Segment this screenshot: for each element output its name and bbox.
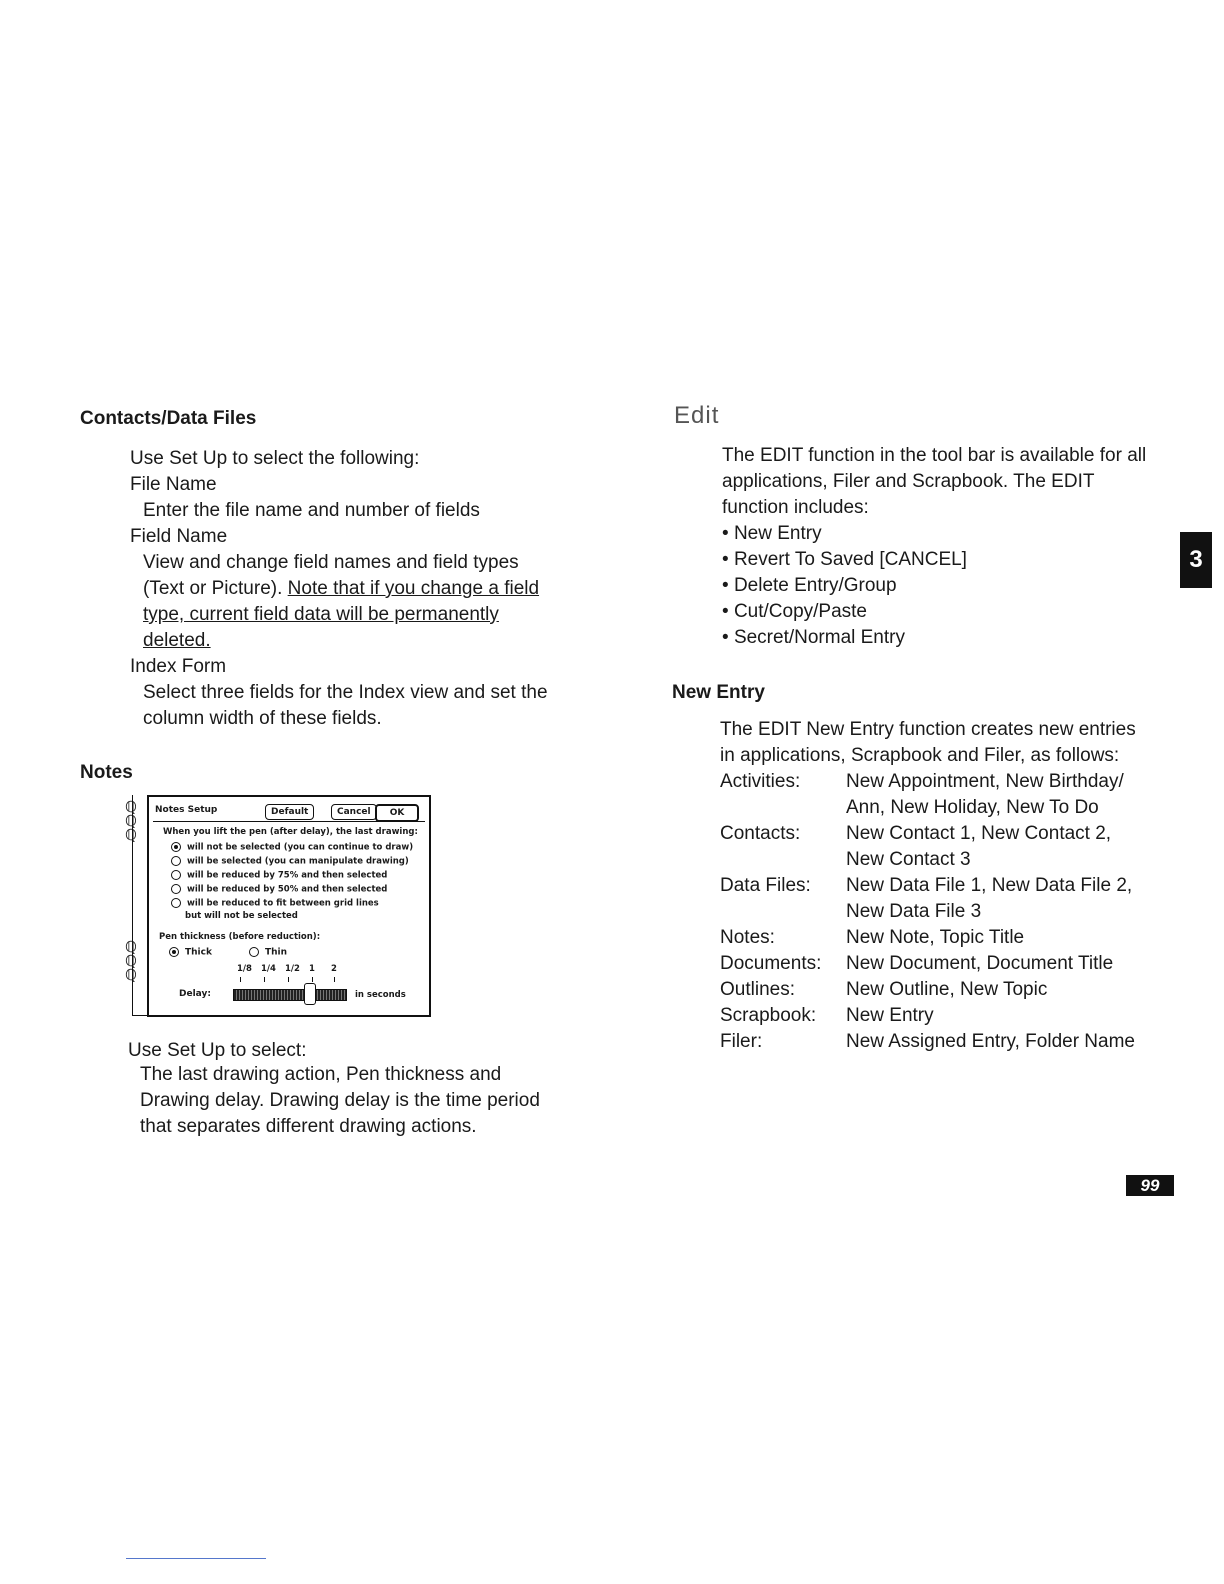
entry-value: New Data File 3: [846, 901, 982, 922]
binder-rings-top: ℚ ℚ ℚ: [125, 798, 137, 844]
notes-body-line: that separates different drawing actions.: [140, 1116, 477, 1137]
setup-option-text: column width of these fields.: [143, 708, 382, 729]
entry-value: New Contact 1, New Contact 2,: [846, 823, 1112, 844]
entry-row: [720, 1029, 1180, 1055]
delay-tick-mark: [240, 977, 241, 982]
setup-option: [130, 524, 548, 550]
entry-value: New Data File 1, New Data File 2,: [846, 875, 1133, 896]
radio-button[interactable]: [171, 898, 181, 908]
entry-key: Notes:: [720, 927, 775, 948]
edit-bullet: [722, 547, 967, 573]
entry-row: [720, 821, 1180, 847]
footer-rule: [126, 1558, 266, 1559]
drawing-option-label: will not be selected (you can continue to draw): [187, 842, 414, 853]
edit-bullets: [722, 521, 967, 651]
pen-thickness-label: Pen thickness (before reduction):: [159, 932, 321, 942]
edit-intro-line: The EDIT function in the tool bar is available for all: [722, 445, 1147, 466]
drawing-option-label: will be reduced to fit between grid lines: [187, 898, 379, 909]
bullet-icon: •: [722, 627, 734, 648]
entry-value: Ann, New Holiday, New To Do: [846, 797, 1099, 818]
delay-slider-track[interactable]: [233, 989, 347, 1001]
delay-tick-label: 1/2: [285, 964, 300, 974]
setup-option-detail: [130, 576, 548, 602]
setup-option-text: View and change field names and field types: [143, 552, 519, 573]
entry-row: [720, 951, 1180, 977]
option-continuation: but will not be selected: [185, 911, 298, 921]
dialog-title: Notes Setup: [155, 805, 218, 815]
notes-body-line: Drawing delay. Drawing delay is the time period: [140, 1090, 540, 1111]
setup-option-detail: [130, 498, 548, 524]
entry-key: Outlines:: [720, 979, 795, 1000]
new-entry-intro: [720, 717, 1136, 769]
default-button[interactable]: Default: [265, 804, 314, 820]
entry-row: [720, 925, 1180, 951]
delay-tick-mark: [264, 977, 265, 982]
setup-option-text: Enter the file name and number of fields: [143, 500, 480, 521]
pen-thick-label: Thick: [185, 947, 212, 958]
entry-value: New Document, Document Title: [846, 953, 1114, 974]
setup-option-detail: [130, 550, 548, 576]
drawing-option[interactable]: [171, 898, 379, 909]
bullet-icon: •: [722, 601, 734, 622]
drawing-option[interactable]: [171, 856, 409, 867]
setup-option-detail: [130, 602, 548, 628]
pen-thin-label: Thin: [265, 947, 288, 958]
delay-tick-mark: [334, 977, 335, 982]
entry-row-cont: [720, 795, 1180, 821]
entry-key: Contacts:: [720, 823, 801, 844]
edit-intro-line: applications, Filer and Scrapbook. The EDIT: [722, 471, 1095, 492]
entry-key: Filer:: [720, 1031, 763, 1052]
bullet-icon: •: [722, 523, 734, 544]
notes-setup-description: [140, 1062, 540, 1140]
cancel-button[interactable]: Cancel: [331, 804, 377, 820]
drawing-option-label: will be reduced by 75% and then selected: [187, 870, 388, 881]
entry-row: [720, 977, 1180, 1003]
entry-key: Scrapbook:: [720, 1005, 817, 1026]
entry-key: Data Files:: [720, 875, 811, 896]
edit-bullet-label: Revert To Saved [CANCEL]: [733, 549, 967, 570]
delay-tick-label: 2: [331, 964, 337, 974]
page-number: 99: [1126, 1175, 1174, 1196]
entry-value: New Outline, New Topic: [846, 979, 1048, 1000]
setup-options-list: [130, 472, 548, 732]
edit-bullet: [722, 521, 967, 547]
radio-thick[interactable]: [169, 947, 179, 957]
bullet-icon: •: [722, 575, 734, 596]
setup-option-text: File Name: [130, 474, 217, 495]
radio-button[interactable]: [171, 884, 181, 894]
drawing-question: When you lift the pen (after delay), the last drawing:: [163, 827, 418, 837]
setup-option-text: type, current field data will be permanently: [143, 604, 499, 625]
notes-body-line: The last drawing action, Pen thickness and: [140, 1064, 502, 1085]
entry-row: [720, 769, 1180, 795]
setup-option-text: Select three fields for the Index view and set the: [143, 682, 548, 703]
ok-button[interactable]: OK: [375, 804, 419, 822]
setup-option-detail: [130, 706, 548, 732]
entry-key: Documents:: [720, 953, 822, 974]
entry-row: [720, 873, 1180, 899]
radio-thin[interactable]: [249, 947, 259, 957]
setup-option-text: deleted.: [143, 630, 211, 651]
setup-option-detail: [130, 680, 548, 706]
drawing-option[interactable]: [171, 884, 387, 895]
radio-button[interactable]: [171, 842, 181, 852]
entry-value: New Appointment, New Birthday/: [846, 771, 1124, 792]
setup-option-text: Index Form: [130, 656, 227, 677]
notes-setup-intro: Use Set Up to select:: [128, 1040, 307, 1061]
delay-tick-label: 1: [309, 964, 315, 974]
new-entry-table: [720, 769, 1180, 1069]
pen-thick-option[interactable]: [169, 947, 212, 958]
delay-slider-thumb[interactable]: [304, 983, 316, 1005]
pen-thin-option[interactable]: [249, 947, 287, 958]
bullet-icon: •: [722, 549, 734, 570]
entry-value: New Entry: [846, 1005, 934, 1026]
setup-option-text: (Text or Picture).: [143, 578, 283, 599]
setup-option-detail: [130, 628, 548, 654]
warning-text: Note that if you change a field: [287, 578, 540, 599]
drawing-option[interactable]: [171, 870, 387, 881]
delay-tick-label: 1/4: [261, 964, 276, 974]
delay-tick-mark: [312, 977, 313, 982]
chapter-tab: 3: [1180, 532, 1212, 588]
notebook-edge: [132, 795, 148, 1016]
radio-button[interactable]: [171, 856, 181, 866]
entry-key: Activities:: [720, 771, 801, 792]
delay-tick-label: 1/8: [237, 964, 252, 974]
setup-option: [130, 472, 548, 498]
setup-intro: Use Set Up to select the following:: [130, 448, 420, 469]
drawing-option[interactable]: [171, 842, 413, 853]
entry-value: New Contact 3: [846, 849, 971, 870]
entry-row: [720, 1003, 1180, 1029]
drawing-option-label: will be reduced by 50% and then selected: [187, 884, 388, 895]
setup-option: [130, 654, 548, 680]
section-heading-contacts: Contacts/Data Files: [80, 408, 257, 429]
edit-bullet: [722, 573, 967, 599]
radio-button[interactable]: [171, 870, 181, 880]
edit-intro: [722, 443, 1146, 521]
edit-title: Edit: [674, 402, 720, 429]
dialog-titlebar: [153, 801, 425, 822]
delay-unit: in seconds: [355, 990, 406, 1000]
new-entry-heading: New Entry: [672, 682, 765, 703]
entry-row-cont: [720, 899, 1180, 925]
drawing-option-label: will be selected (you can manipulate drawing): [187, 856, 409, 867]
edit-bullet-label: New Entry: [733, 523, 822, 544]
delay-tick-mark: [288, 977, 289, 982]
entry-value: New Note, Topic Title: [846, 927, 1025, 948]
entry-row-cont: [720, 847, 1180, 873]
setup-option-text: Field Name: [130, 526, 228, 547]
binder-rings-bottom: ℚ ℚ ℚ: [125, 938, 137, 984]
edit-bullet: [722, 625, 967, 651]
new-entry-intro-line: The EDIT New Entry function creates new entries: [720, 719, 1136, 740]
edit-bullet: [722, 599, 967, 625]
edit-bullet-label: Delete Entry/Group: [733, 575, 897, 596]
edit-bullet-label: Cut/Copy/Paste: [733, 601, 868, 622]
notes-setup-dialog: [147, 795, 431, 1017]
edit-bullet-label: Secret/Normal Entry: [733, 627, 905, 648]
section-heading-notes: Notes: [80, 762, 133, 783]
new-entry-intro-line: in applications, Scrapbook and Filer, as follows:: [720, 745, 1120, 766]
edit-intro-line: function includes:: [722, 497, 869, 518]
delay-label: Delay:: [179, 989, 211, 999]
entry-value: New Assigned Entry, Folder Name: [846, 1031, 1135, 1052]
